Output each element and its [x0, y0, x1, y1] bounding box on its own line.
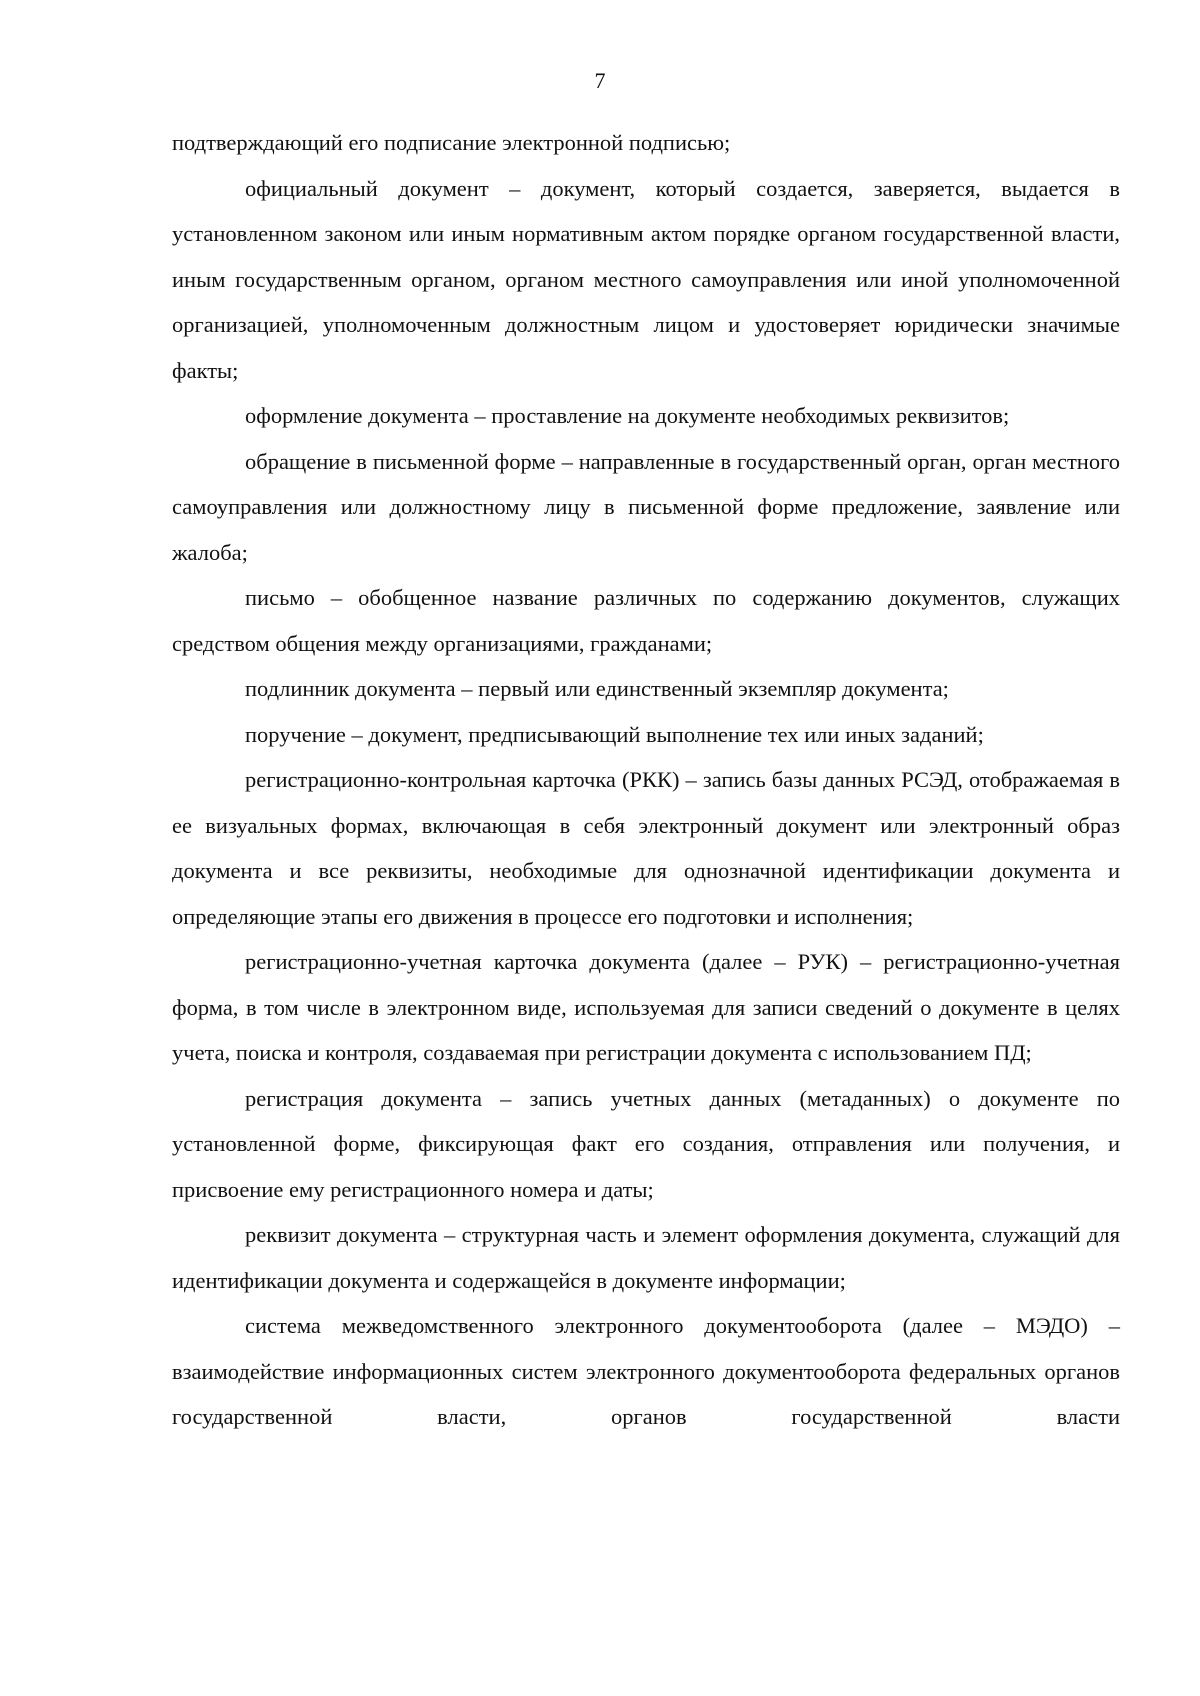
paragraph-continuation: подтверждающий его подписание электронной подписью;	[172, 130, 731, 155]
paragraph-document-formatting: оформление документа – проставление на документе необходимых реквизитов;	[245, 403, 1010, 428]
paragraph-official-document: официальный документ – документ, который создается, заверяется, выдается в установленном законом или иным нормативным актом порядке органом государственной власти, иным государственным органом, органом местного самоуправления или иной уполномоченной организацией, уполномоченным должностным лицом и удостоверяет юридически значимые факты;	[172, 175, 1120, 383]
paragraph-requisite: реквизит документа – структурная часть и элемент оформления документа, служащий для идентификации документа и содержащейся в документе информации;	[172, 1222, 1120, 1293]
paragraph-instruction: поручение – документ, предписывающий выполнение тех или иных заданий;	[245, 721, 984, 747]
paragraph-ruk: регистрационно-учетная карточка документа (далее – РУК) – регистрационно-учетная форма, в том числе в электронном виде, используемая для записи сведений о документе в целях учета, поиска и контроля, создаваемая при регистрации документа с использованием ПД;	[172, 949, 1120, 1065]
paragraph-original-document: подлинник документа – первый или единственный экземпляр документа;	[245, 676, 949, 701]
paragraph-letter: письмо – обобщенное название различных по содержанию документов, служащих средством общения между организациями, гражданами;	[172, 585, 1120, 656]
document-body	[172, 120, 1120, 1440]
paragraph-rkk: регистрационно-контрольная карточка (РКК) – запись базы данных РСЭД, отображаемая в ее визуальных формах, включающая в себя электронный документ или электронный образ документа и все реквизиты, необходимые для однозначной идентификации документа и определяющие этапы его движения в процессе его подготовки и исполнения;	[172, 767, 1120, 929]
page-number: 7	[594, 68, 606, 93]
paragraph-registration: регистрация документа – запись учетных данных (метаданных) о документе по установленной форме, фиксирующая факт его создания, отправления или получения, и присвоение ему регистрационного номера и даты;	[172, 1085, 1120, 1202]
paragraph-written-appeal: обращение в письменной форме – направленные в государственный орган, орган местного самоуправления или должностному лицу в письменной форме предложение, заявление или жалоба;	[172, 448, 1120, 565]
paragraph-medo: система межведомственного электронного документооборота (далее – МЭДО) – взаимодействие информационных систем электронного документооборота федеральных органов государственной власти, органов государственной власти	[172, 1313, 1120, 1429]
